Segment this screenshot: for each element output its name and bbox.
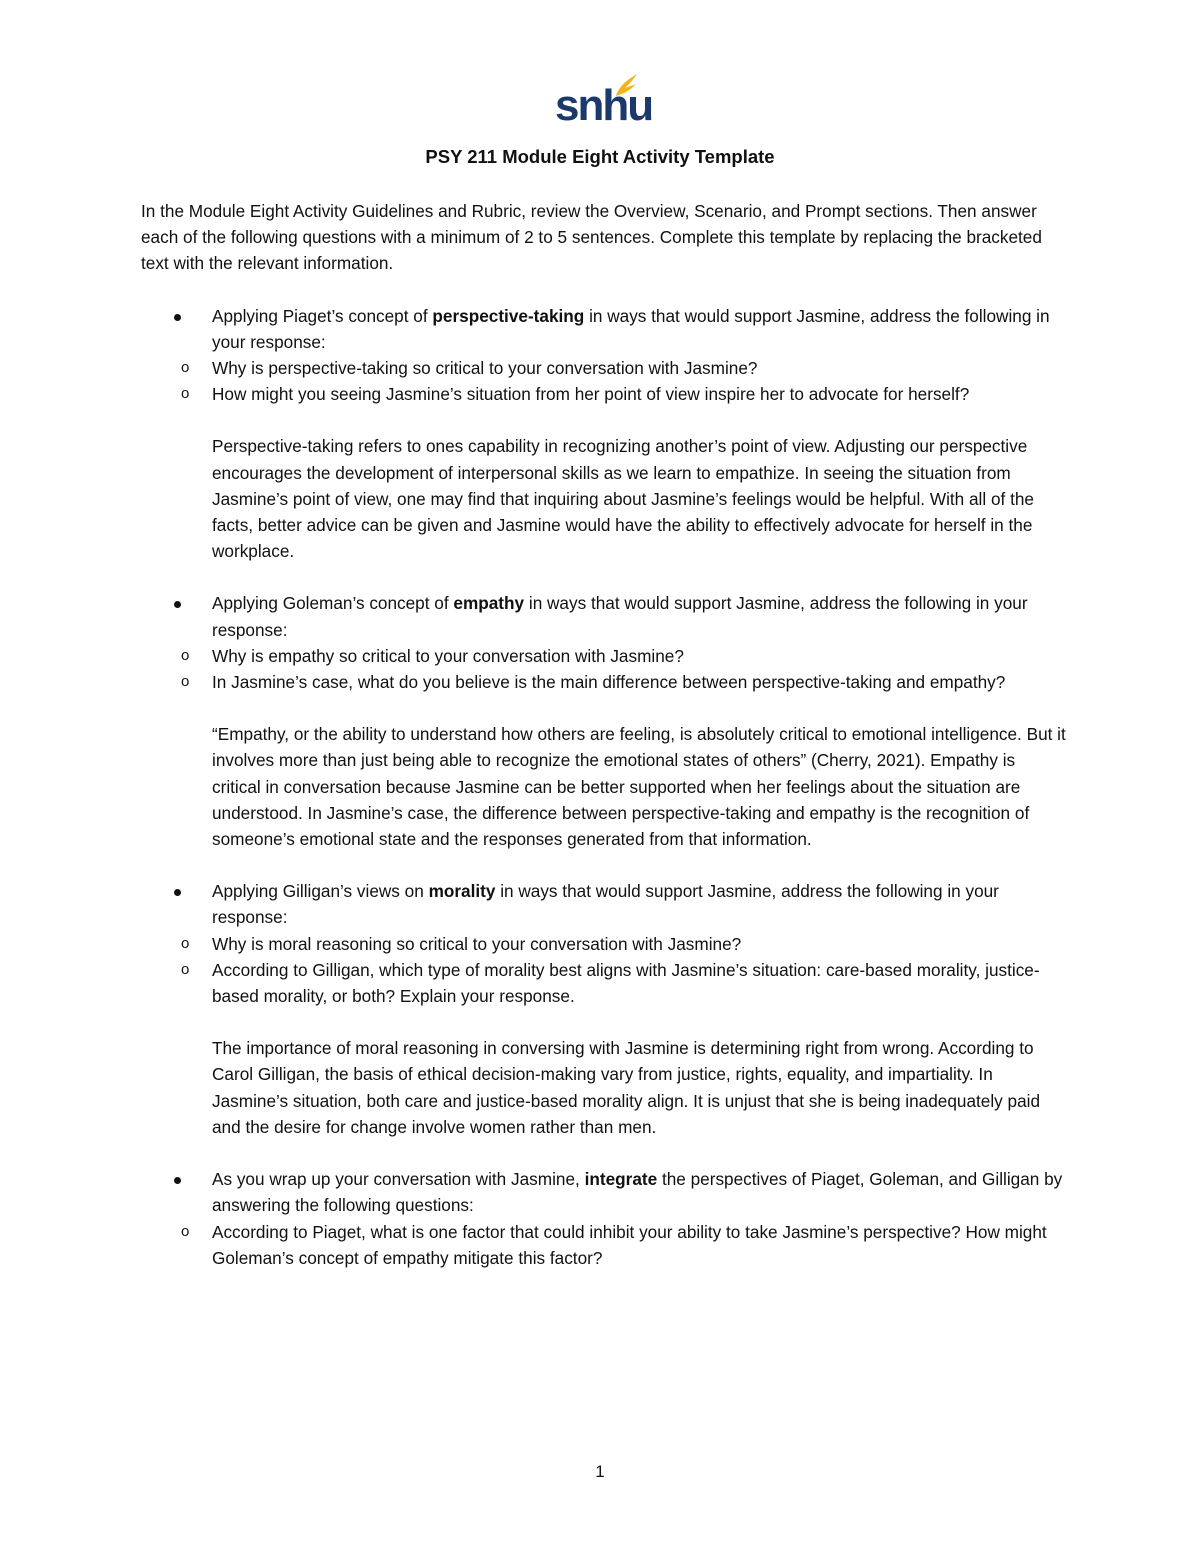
circle-bullet-icon: o <box>181 934 190 952</box>
bullet-prompt <box>141 878 1066 930</box>
list-item <box>141 355 1066 381</box>
bullet-prompt <box>141 1166 1066 1218</box>
question-list <box>141 643 1066 695</box>
prompt-text: As you wrap up your conversation with Jasmine, <box>212 1169 585 1190</box>
circle-bullet-icon: o <box>181 960 190 978</box>
question-text: According to Gilligan, which type of morality best aligns with Jasmine’s situation: care-based morality, justice-based morality, or both? Explain your response. <box>212 959 1040 1007</box>
question-text: Why is perspective-taking so critical to your conversation with Jasmine? <box>212 358 758 379</box>
prompt-text: Applying Gilligan’s views on <box>212 881 429 902</box>
circle-bullet-icon: o <box>181 1222 190 1240</box>
list-item <box>141 1219 1066 1271</box>
prompt-text: Applying Goleman’s concept of <box>212 593 454 614</box>
sections <box>141 303 1066 1271</box>
circle-bullet-icon: o <box>181 673 190 691</box>
section-perspective-taking <box>141 303 1066 565</box>
answer-paragraph: The importance of moral reasoning in conversing with Jasmine is determining right from wrong. According to Carol Gilligan, the basis of ethical decision-making vary from justice, rights, equality, and impartiality. In Jasmine’s situation, both care and justice-based morality align. It is unjust that she is being inadequately paid and the desire for change involve women rather than men. <box>212 1038 1041 1137</box>
answer-paragraph: Perspective-taking refers to ones capability in recognizing another’s point of view. Adjusting our perspective encourages the development of interpersonal skills as we learn to empathize. In seeing the situation from Jasmine’s point of view, one may find that inquiring about Jasmine’s feelings would be helpful. With all of the facts, better advice can be given and Jasmine would have the ability to effectively advocate for herself in the workplace. <box>212 436 1034 562</box>
question-text: Why is moral reasoning so critical to your conversation with Jasmine? <box>212 933 742 954</box>
circle-bullet-icon: o <box>181 385 190 403</box>
question-list <box>141 355 1066 407</box>
bullet-prompt <box>141 303 1066 355</box>
prompt-text: Applying Piaget’s concept of <box>212 305 433 326</box>
list-item <box>141 931 1066 957</box>
section-empathy <box>141 590 1066 852</box>
list-item <box>141 381 1066 407</box>
question-text: How might you seeing Jasmine’s situation from her point of view inspire her to advocate for herself? <box>212 384 970 405</box>
prompt-keyword: perspective-taking <box>432 305 585 326</box>
list-item <box>141 643 1066 669</box>
question-text: According to Piaget, what is one factor that could inhibit your ability to take Jasmine’s perspective? How might Goleman’s concept of empathy mitigate this factor? <box>212 1221 1047 1268</box>
prompt-text: in ways that would support Jasmine, address the following in your response: <box>212 305 1050 352</box>
page-title: PSY 211 Module Eight Activity Template <box>425 146 775 167</box>
question-list <box>141 931 1066 1010</box>
list-item <box>141 669 1066 695</box>
bullet-icon <box>174 1177 181 1184</box>
question-text: In Jasmine’s case, what do you believe is the main difference between perspective-taking and empathy? <box>212 672 1006 693</box>
answer-paragraph: “Empathy, or the ability to understand how others are feeling, is absolutely critical to emotional intelligence. But it involves more than just being able to recognize the emotional states of others” (Cherry, 2021). Empathy is critical in conversation because Jasmine can be better supported when her feelings about the situation are understood. In Jasmine’s case, the difference between perspective-taking and empathy is the recognition of someone’s emotional state and the responses generated from that information. <box>212 724 1066 850</box>
prompt-keyword: integrate <box>584 1169 658 1190</box>
question-list <box>141 1219 1066 1271</box>
page-number: 1 <box>595 1462 605 1481</box>
bullet-icon <box>174 314 181 321</box>
intro-paragraph: In the Module Eight Activity Guidelines and Rubric, review the Overview, Scenario, and Prompt sections. Then answer each of the following questions with a minimum of 2 to 5 sentences. Complete this template by replacing the bracketed text with the relevant information. <box>141 201 1042 274</box>
section-integrate <box>141 1166 1066 1271</box>
bullet-prompt <box>141 590 1066 642</box>
circle-bullet-icon: o <box>181 646 190 664</box>
section-morality <box>141 878 1066 1140</box>
prompt-text: the perspectives of Piaget, Goleman, and Gilligan by answering the following questions: <box>212 1169 1063 1216</box>
bullet-icon <box>174 601 181 608</box>
document-body <box>141 198 1066 1271</box>
snhu-logo <box>555 72 653 132</box>
circle-bullet-icon: o <box>181 359 190 377</box>
prompt-keyword: morality <box>428 881 496 902</box>
logo-wordmark: snhu <box>555 81 653 130</box>
prompt-text: in ways that would support Jasmine, address the following in your response: <box>212 593 1028 640</box>
list-item <box>141 957 1066 1009</box>
prompt-text: in ways that would support Jasmine, address the following in your response: <box>212 881 999 928</box>
question-text: Why is empathy so critical to your conversation with Jasmine? <box>212 645 684 666</box>
prompt-keyword: empathy <box>453 593 525 614</box>
bullet-icon <box>174 889 181 896</box>
